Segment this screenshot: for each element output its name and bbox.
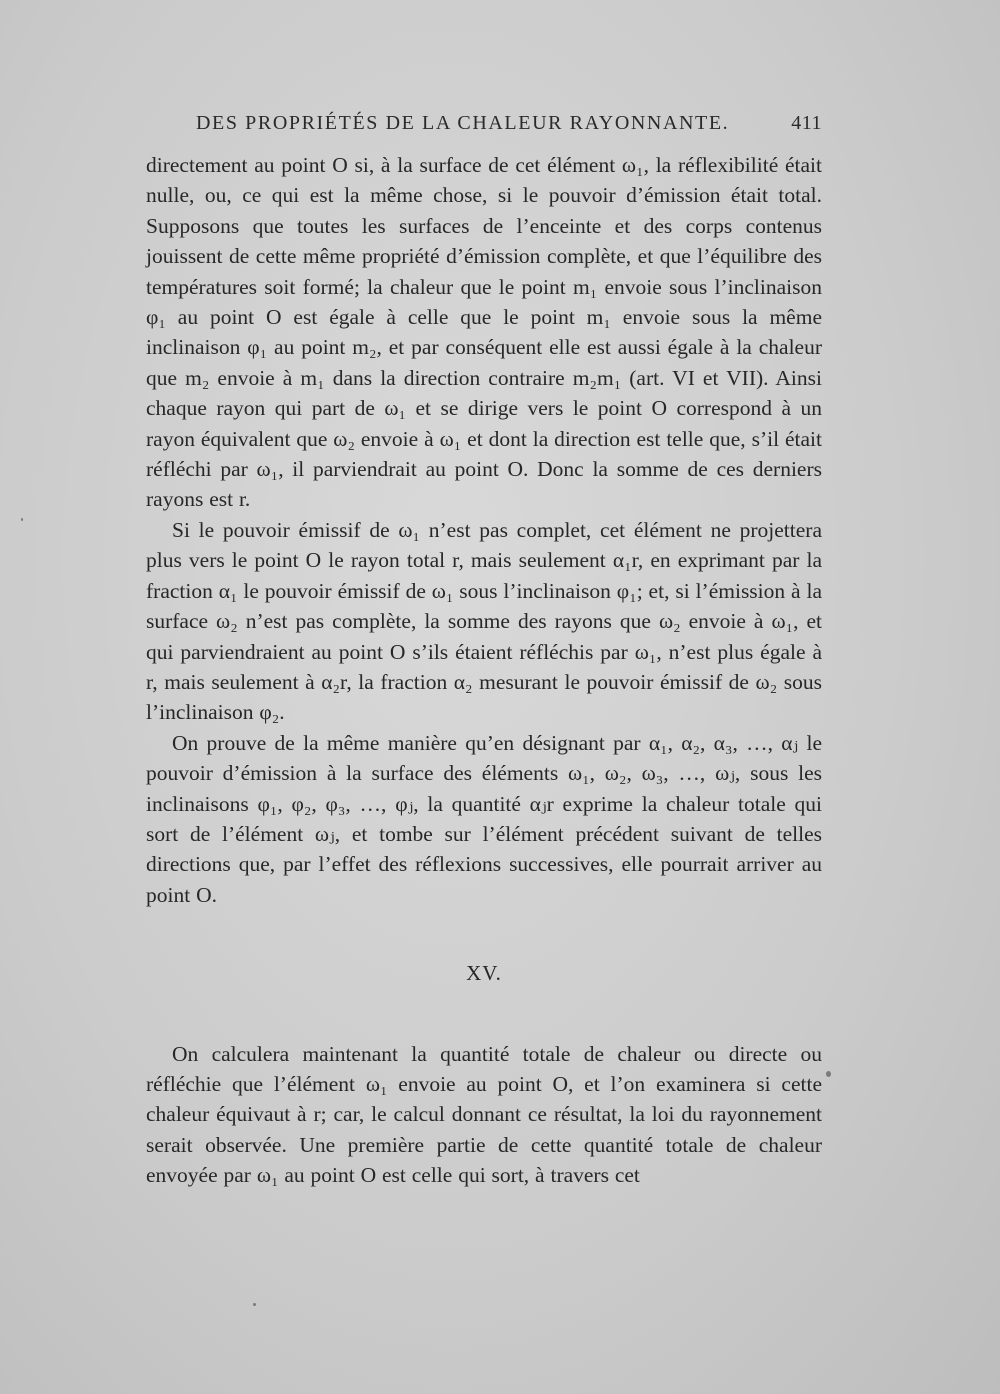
body-text: [146, 150, 822, 1191]
paragraph-section-xv: On calculera maintenant la quantité totale de chaleur ou directe ou réfléchie que l’élément ω₁ envoie au point O, et l’on examinera si cette chaleur équivaut à r; car, le calcul donnant ce résultat, la loi du rayonnement serait observée. Une première partie de cette quantité totale de chaleur envoyée par ω₁ au point O est celle qui sort, à travers cet: [146, 1041, 822, 1188]
page-header: [196, 112, 822, 135]
page-number: 411: [791, 112, 822, 134]
paper-speck: [21, 518, 23, 521]
running-title: DES PROPRIÉTÉS DE LA CHALEUR RAYONNANTE.: [196, 112, 730, 134]
paragraph-emissive-power: Si le pouvoir émissif de ω₁ n’est pas complet, cet élément ne projettera plus vers le point O le rayon total r, mais seulement α₁r, en exprimant par la fraction α₁ le pouvoir émissif de ω₁ sous l’inclinaison φ₁; et, si l’émission à la surface ω₂ n’est pas complète, la somme des rayons que ω₂ envoie à ω₁, et qui parviendraient au point O s’ils étaient réfléchis par ω₁, n’est plus égale à r, mais seulement à α₂r, la fraction α₂ mesurant le pouvoir émissif de ω₂ sous l’inclinaison φ₂.: [146, 517, 822, 725]
paragraph-general-case: On prouve de la même manière qu’en désignant par α₁, α₂, α₃, …, αⱼ le pouvoir d’émission à la surface des éléments ω₁, ω₂, ω₃, …, ωⱼ, sous les inclinaisons φ₁, φ₂, φ₃, …, φⱼ, la quantité αⱼr exprime la chaleur totale qui sort de l’élément ωⱼ, et tombe sur l’élément précédent suivant de telles directions que, par l’effet des réflexions successives, elle pourrait arriver au point O.: [146, 730, 822, 907]
paragraph-continued: directement au point O si, à la surface de cet élément ω₁, la réflexibilité était nulle, ou, ce qui est la même chose, si le pouvoir d’émission était total. Supposons que toutes les surfaces de l’enceinte et des corps contenus jouissent de cette même propriété d’émission complète, et que l’équilibre des températures soit formé; la chaleur que le point m₁ envoie sous l’inclinaison φ₁ au point O est égale à celle que le point m₁ envoie sous la même inclinaison φ₁ au point m₂, et par conséquent elle est aussi égale à la chaleur que m₂ envoie à m₁ dans la direction contraire m₂m₁ (art. VI et VII). Ainsi chaque rayon qui part de ω₁ et se dirige vers le point O correspond à un rayon équivalent que ω₂ envoie à ω₁ et dont la direction est telle que, s’il était réfléchi par ω₁, il parviendrait au point O. Donc la somme de ces derniers rayons est r.: [146, 153, 822, 512]
paper-speck: [826, 1071, 831, 1077]
paper-speck: [253, 1303, 256, 1306]
section-heading: XV.: [466, 961, 502, 986]
